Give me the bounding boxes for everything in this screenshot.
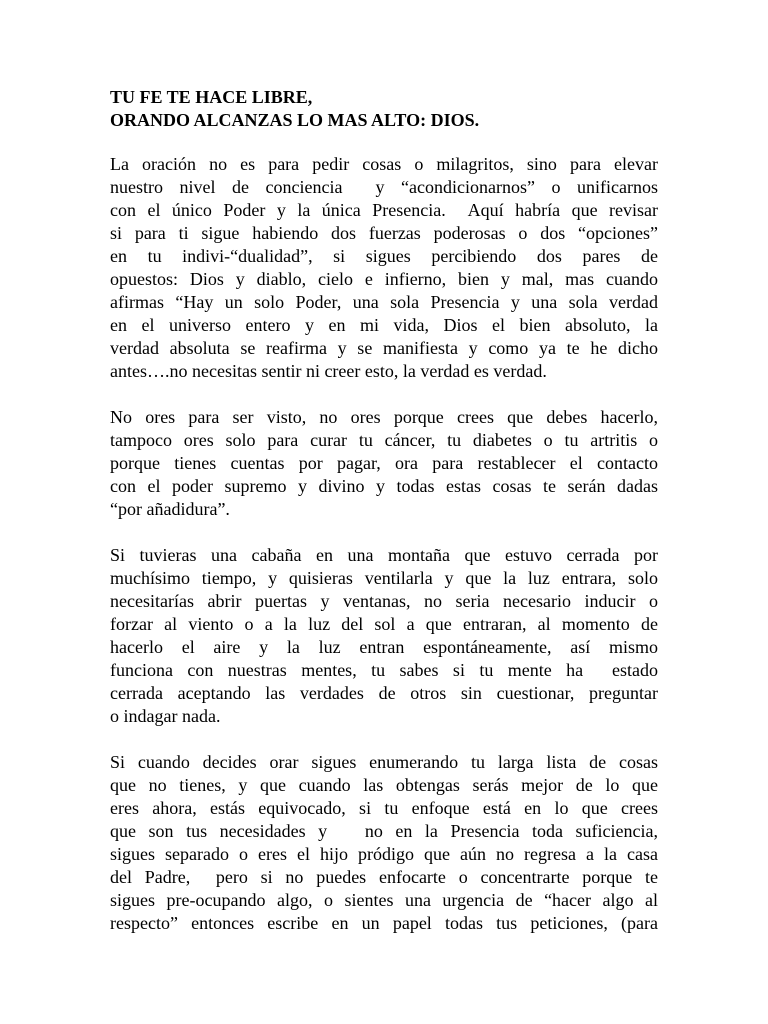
paragraph-line: No ores para ser visto, no ores porque crees que debes hacerlo, xyxy=(110,407,658,427)
paragraph-line: en tu indivi-“dualidad”, si sigues percibiendo dos pares de xyxy=(110,246,658,266)
paragraph-1 xyxy=(110,153,658,383)
title-line: ORANDO ALCANZAS LO MAS ALTO: DIOS. xyxy=(110,110,480,130)
paragraph-line: muchísimo tiempo, y quisieras ventilarla y que la luz entrara, solo xyxy=(110,568,658,588)
paragraph-line: forzar al viento o a la luz del sol a que entraran, al momento de xyxy=(110,614,658,634)
paragraph-line: cerrada aceptando las verdades de otros sin cuestionar, preguntar xyxy=(110,683,658,703)
paragraph-line: porque tienes cuentas por pagar, ora para restablecer el contacto xyxy=(110,453,658,473)
document-body xyxy=(110,86,658,958)
paragraph-line: sigues pre-ocupando algo, o sientes una urgencia de “hacer algo al xyxy=(110,890,658,910)
paragraph-line: si para ti sigue habiendo dos fuerzas poderosas o dos “opciones” xyxy=(110,223,658,243)
paragraph-2 xyxy=(110,406,658,521)
paragraph-line: antes….no necesitas sentir ni creer esto, la verdad es verdad. xyxy=(110,361,547,381)
paragraph-line: tampoco ores solo para curar tu cáncer, tu diabetes o tu artritis o xyxy=(110,430,658,450)
paragraph-line: afirmas “Hay un solo Poder, una sola Presencia y una sola verdad xyxy=(110,292,658,312)
paragraph-line: respecto” entonces escribe en un papel todas tus peticiones, (para xyxy=(110,913,658,933)
paragraph-line: nuestro nivel de conciencia y “acondicionarnos” o unificarnos xyxy=(110,177,658,197)
paragraph-line: que son tus necesidades y no en la Presencia toda suficiencia, xyxy=(110,821,658,841)
paragraph-line: Si cuando decides orar sigues enumerando tu larga lista de cosas xyxy=(110,752,658,772)
paragraph-line: que no tienes, y que cuando las obtengas serás mejor de lo que xyxy=(110,775,658,795)
paragraph-line: “por añadidura”. xyxy=(110,499,230,519)
paragraph-line: con el único Poder y la única Presencia. Aquí habría que revisar xyxy=(110,200,658,220)
paragraph-line: hacerlo el aire y la luz entran espontáneamente, así mismo xyxy=(110,637,658,657)
paragraph-line: eres ahora, estás equivocado, si tu enfoque está en lo que crees xyxy=(110,798,658,818)
paragraph-3 xyxy=(110,544,658,728)
paragraph-line: del Padre, pero si no puedes enfocarte o concentrarte porque te xyxy=(110,867,658,887)
title-line: TU FE TE HACE LIBRE, xyxy=(110,87,313,107)
paragraph-line: necesitarías abrir puertas y ventanas, no seria necesario inducir o xyxy=(110,591,658,611)
paragraph-line: verdad absoluta se reafirma y se manifiesta y como ya te he dicho xyxy=(110,338,658,358)
paragraph-line: opuestos: Dios y diablo, cielo e infierno, bien y mal, mas cuando xyxy=(110,269,658,289)
paragraph-line: o indagar nada. xyxy=(110,706,221,726)
paragraph-line: con el poder supremo y divino y todas estas cosas te serán dadas xyxy=(110,476,658,496)
document-title xyxy=(110,86,658,132)
paragraph-line: en el universo entero y en mi vida, Dios el bien absoluto, la xyxy=(110,315,658,335)
paragraph-line: La oración no es para pedir cosas o milagritos, sino para elevar xyxy=(110,154,658,174)
paragraph-line: sigues separado o eres el hijo pródigo que aún no regresa a la casa xyxy=(110,844,658,864)
paragraph-4 xyxy=(110,751,658,935)
paragraph-line: Si tuvieras una cabaña en una montaña que estuvo cerrada por xyxy=(110,545,658,565)
paragraph-line: funciona con nuestras mentes, tu sabes si tu mente ha estado xyxy=(110,660,658,680)
